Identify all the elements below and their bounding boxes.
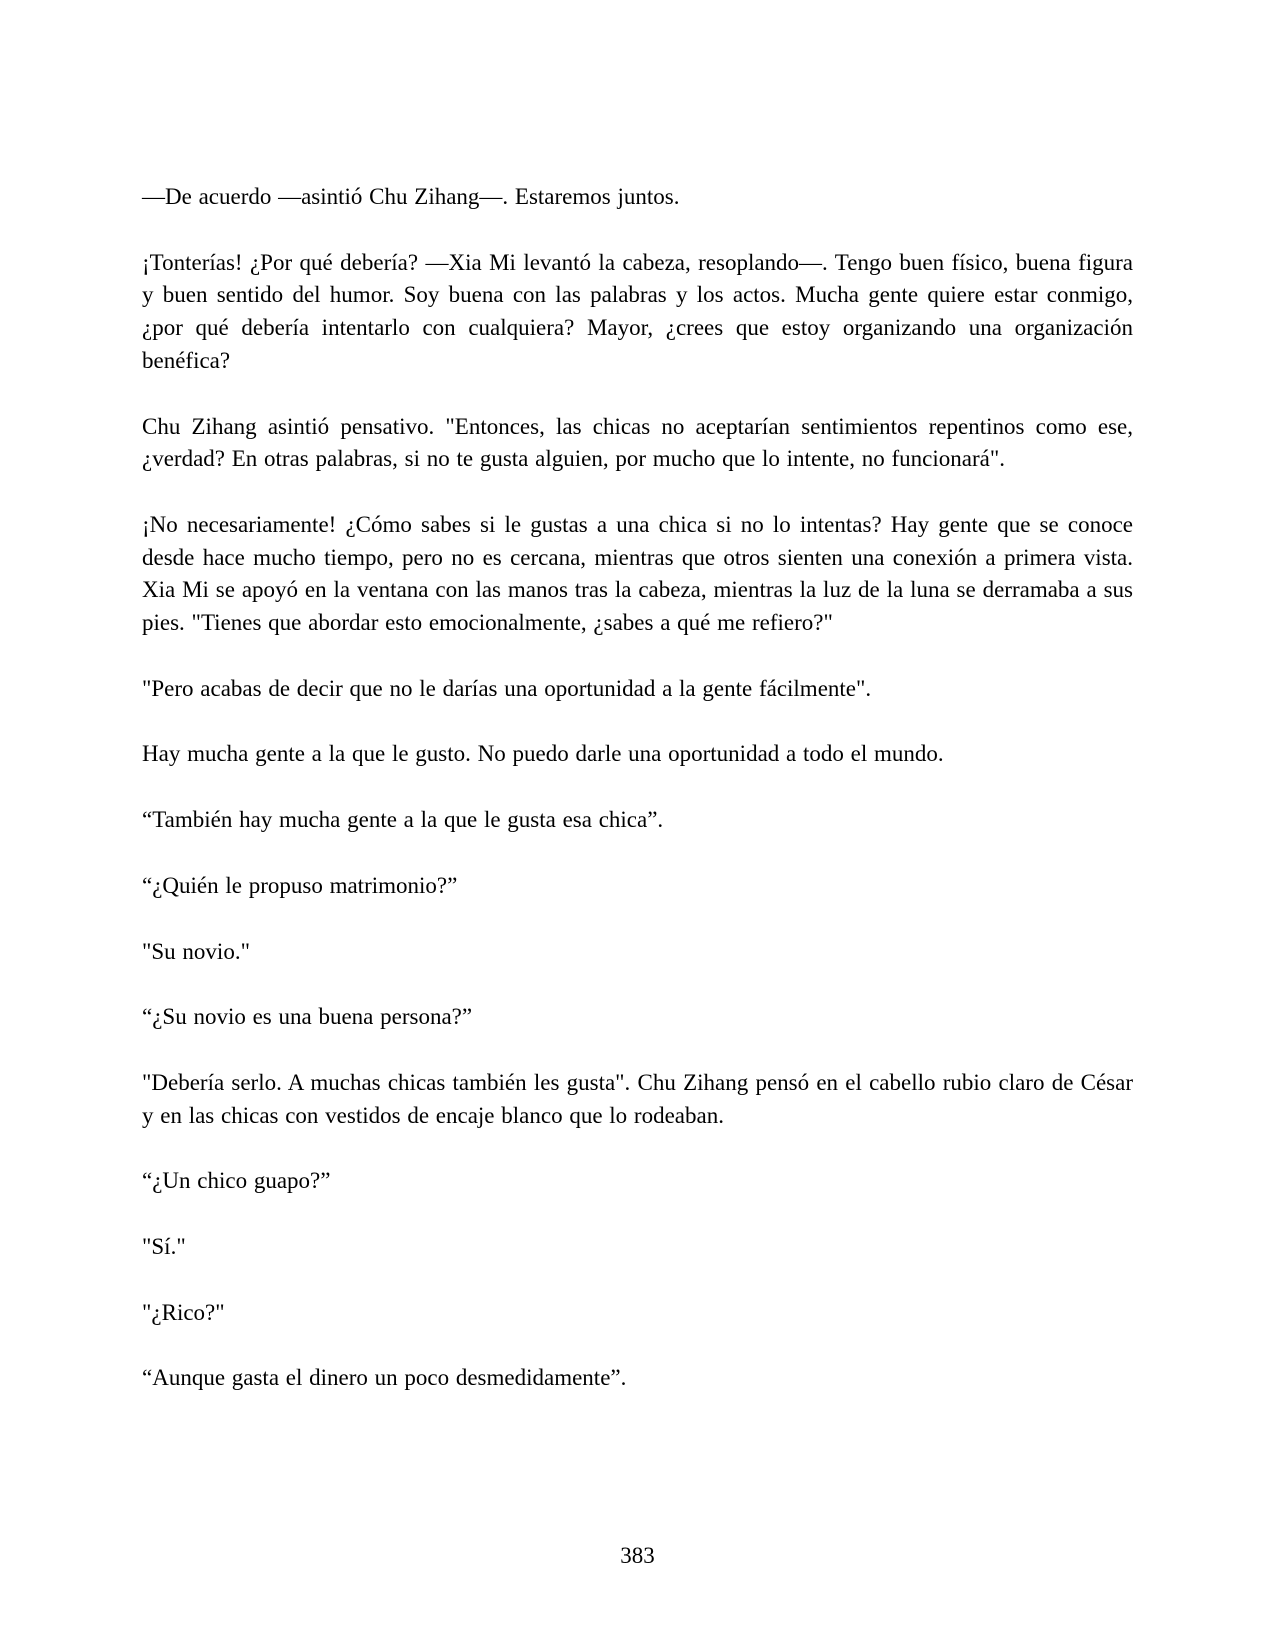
paragraph: “Aunque gasta el dinero un poco desmedidamente”.	[142, 1365, 627, 1391]
paragraph: “¿Un chico guapo?”	[142, 1168, 331, 1194]
paragraph: "Debería serlo. A muchas chicas también les gusta". Chu Zihang pensó en el cabello rubio claro de César y en las chicas con vestidos de encaje blanco que lo rodeaban.	[142, 1069, 1133, 1128]
paragraph: "¿Rico?"	[142, 1299, 225, 1325]
paragraph: "Pero acabas de decir que no le darías una oportunidad a la gente fácilmente".	[142, 675, 872, 701]
paragraph: ¡Tonterías! ¿Por qué debería? —Xia Mi levantó la cabeza, resoplando—. Tengo buen físico, buena figura y buen sentido del humor. Soy buena con las palabras y los actos. Mucha gente quiere estar conmigo, ¿por qué debería intentarlo con cualquiera? Mayor, ¿crees que estoy organizando una organización benéfica?	[142, 249, 1133, 373]
paragraph: “¿Su novio es una buena persona?”	[142, 1004, 473, 1030]
page-number: 383	[620, 1543, 655, 1568]
paragraph: “¿Quién le propuso matrimonio?”	[142, 872, 458, 898]
paragraph: Hay mucha gente a la que le gusto. No puedo darle una oportunidad a todo el mundo.	[142, 741, 944, 767]
paragraph: "Su novio."	[142, 938, 250, 964]
page-text	[142, 181, 1133, 1428]
paragraph: ¡No necesariamente! ¿Cómo sabes si le gustas a una chica si no lo intentas? Hay gente que se conoce desde hace mucho tiempo, pero no es cercana, mientras que otros sienten una conexión a primera vista. Xia Mi se apoyó en la ventana con las manos tras la cabeza, mientras la luz de la luna se derramaba a sus pies. "Tienes que abordar esto emocionalmente, ¿sabes a qué me refiero?"	[142, 511, 1133, 636]
paragraph: Chu Zihang asintió pensativo. "Entonces, las chicas no aceptarían sentimientos repentinos como ese, ¿verdad? En otras palabras, si no te gusta alguien, por mucho que lo intente, no funcionará".	[142, 413, 1133, 472]
paragraph: “También hay mucha gente a la que le gusta esa chica”.	[142, 807, 664, 833]
paragraph: —De acuerdo —asintió Chu Zihang—. Estaremos juntos.	[142, 184, 680, 209]
paragraph: "Sí."	[142, 1234, 186, 1260]
